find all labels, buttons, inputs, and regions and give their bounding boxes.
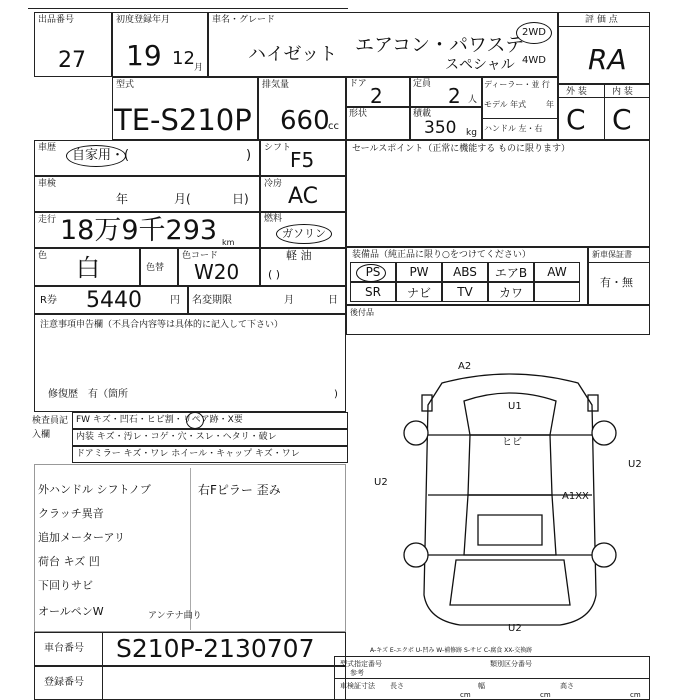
height-cm: cm [630, 691, 641, 699]
interior-value: C [612, 103, 632, 136]
lot-label: 出品番号 [38, 15, 75, 25]
note-antenna: アンテナ曲り [148, 611, 202, 621]
legend: A-キズ E-エクボ U-凹み W-補修跡 S-サビ C-腐食 XX-交換跡 [370, 647, 533, 654]
inspection-box [34, 176, 260, 212]
history-value: 自家用・( [72, 148, 130, 163]
header-strip [28, 0, 348, 9]
handwritten-note: クラッチ異音 [38, 507, 104, 520]
recycle-label: R券 [40, 295, 57, 306]
mileage-value: 18万9千293 [60, 215, 218, 246]
height-label: 高さ [560, 682, 574, 690]
color-code-value: W20 [194, 260, 240, 284]
handle-label: ハンドル 左・右 [484, 124, 543, 133]
grade-line1: エアコン・パワステ [355, 34, 525, 56]
capacity-unit: 人 [468, 95, 478, 105]
aftermarket-label: 後付品 [350, 308, 374, 317]
grade-line2: スペシャル [445, 57, 515, 73]
capacity-label: 定員 [413, 79, 432, 89]
diagram-mark: U2 [628, 459, 642, 470]
exterior-label: 外 装 [566, 87, 587, 97]
aircon-label: 冷房 [264, 179, 283, 189]
width-cm: cm [540, 691, 551, 699]
equipment-cell: SR [350, 282, 396, 302]
drive-4wd: 4WD [522, 55, 546, 66]
handwritten-note: 荷台 キズ 凹 [38, 555, 100, 568]
handwritten-note: 下回りサビ [38, 579, 93, 592]
length-cm: cm [460, 691, 471, 699]
doors-value: 2 [370, 84, 383, 108]
model-year-label: モデル 年式 [484, 100, 527, 109]
shift-value: F5 [290, 148, 315, 172]
exterior-value: C [566, 103, 586, 136]
reg-label: 登録番号 [44, 677, 84, 688]
equipment-cell: AW [534, 262, 580, 282]
equipment-label: 装備品（純正品に限り○をつけてください） [352, 250, 531, 260]
recycle-value: 5440 [86, 288, 142, 313]
aircon-value: AC [288, 184, 319, 209]
title-expiry-label: 名変期限 [192, 295, 232, 306]
fuel-value: ガソリン [282, 227, 326, 240]
cc-label: 排気量 [262, 80, 290, 90]
cert-sub: 参考 [350, 669, 364, 677]
equipment-cell [534, 282, 580, 302]
fuel-label: 燃料 [264, 214, 283, 224]
capacity-value: 2 [448, 84, 461, 108]
year-label: 年 [546, 100, 554, 109]
aftermarket-box [346, 305, 650, 335]
repair-close: ) [334, 389, 338, 400]
diagram-mark: U2 [508, 623, 522, 634]
title-expiry-month: 月 [284, 295, 294, 306]
color-code-label: 色コード [182, 251, 219, 261]
check-row1: FW キズ・凹石・ヒビ割・リペア跡・X要 [76, 415, 243, 425]
notes-label: 注意事項申告欄（不具合内容等は具体的に記入して下さい） [40, 320, 284, 330]
dealer-label: ディーラー・並 行 [484, 80, 550, 89]
vehicle-diagram [360, 345, 660, 645]
handwritten-note: オールペンW [38, 605, 104, 618]
car-name-label: 車名・グレード [212, 15, 276, 25]
load-unit: kg [466, 128, 477, 138]
class-label: 類別区分番号 [490, 660, 532, 668]
color-value: 白 [76, 254, 100, 282]
recycle-unit: 円 [170, 295, 180, 306]
equipment-cell: PS [350, 262, 396, 282]
new-car-value: 有・無 [600, 276, 633, 289]
title-expiry-day: 日 [328, 295, 338, 306]
size-label: 車検証寸法 [340, 682, 375, 690]
score-label: 評 価 点 [585, 15, 618, 25]
length-label: 長さ [390, 682, 404, 690]
width-label: 幅 [478, 682, 485, 690]
diesel-label: 軽 油 [286, 249, 312, 262]
history-label: 車歴 [38, 143, 57, 153]
inspection-month: 月( [174, 192, 191, 206]
check-row3: ドアミラー キズ・ワレ ホイール・キャップ キズ・ワレ [76, 449, 300, 459]
equipment-cell: TV [442, 282, 488, 302]
color-change-label: 色替 [146, 263, 165, 273]
inspector-label: 検査員記入欄 [32, 416, 69, 440]
diagram-mark: ヒビ [502, 437, 522, 448]
equipment-cell: エアB [488, 262, 534, 282]
cert-label: 型式指定番号 [340, 660, 382, 668]
diagram-mark: A2 [458, 361, 472, 372]
doors-label: ドア [349, 79, 367, 89]
lot-number: 27 [58, 48, 86, 73]
diagram-mark: U2 [374, 477, 388, 488]
car-name: ハイゼット [248, 44, 338, 65]
repair-label: 修復歴 有（箇所 [48, 389, 128, 400]
first-reg-month: 12 [172, 48, 195, 69]
equipment-ps-circle [356, 264, 386, 282]
fuel-paren: ( ) [268, 268, 281, 281]
first-reg-label: 初度登録年月 [116, 15, 171, 25]
shift-label: シフト [264, 143, 292, 153]
equipment-cell: カワ [488, 282, 534, 302]
mileage-label: 走行 [38, 215, 57, 225]
inspection-label: 車検 [38, 179, 57, 189]
interior-label: 内 装 [612, 87, 633, 97]
km-unit: km [222, 238, 235, 247]
inspection-day: 日) [232, 192, 249, 206]
sales-label: セールスポイント（正常に機能する ものに限ります） [352, 144, 571, 154]
load-value: 350 [424, 118, 457, 138]
color-label: 色 [38, 251, 48, 261]
first-reg-year: 19 [126, 39, 162, 72]
drive-2wd: 2WD [522, 27, 546, 38]
new-car-label: 新車保証書 [592, 250, 632, 259]
check-row2: 内装 キズ・汚レ・コゲ・穴・スレ・ヘタリ・破レ [76, 432, 277, 442]
equipment-cell: ABS [442, 262, 488, 282]
model-label: 型式 [116, 80, 135, 90]
chassis-value: S210P-2130707 [116, 634, 315, 663]
cc-unit: cc [328, 121, 339, 132]
diagram-mark: A1XX [562, 491, 589, 502]
check-circle-hibi [186, 412, 204, 429]
shape-label: 形状 [349, 109, 368, 119]
handwritten-note: 外ハンドル シフトノブ [38, 483, 151, 496]
model-value: TE-S210P [114, 103, 252, 137]
cc-value: 660 [280, 106, 330, 136]
load-label: 積載 [413, 109, 432, 119]
equipment-cell: PW [396, 262, 442, 282]
first-reg-month-unit: 月 [194, 63, 204, 73]
chassis-label: 車台番号 [44, 643, 84, 654]
inspection-year: 年 [116, 192, 129, 206]
equipment-cell: ナビ [396, 282, 442, 302]
note-right1: 右Fピラー 歪み [198, 483, 281, 497]
score-value: RA [588, 43, 627, 76]
diagram-mark: U1 [508, 401, 522, 412]
sales-box [346, 140, 650, 247]
handwritten-note: 追加メーターアリ [38, 531, 126, 544]
history-close: ) [246, 148, 252, 163]
